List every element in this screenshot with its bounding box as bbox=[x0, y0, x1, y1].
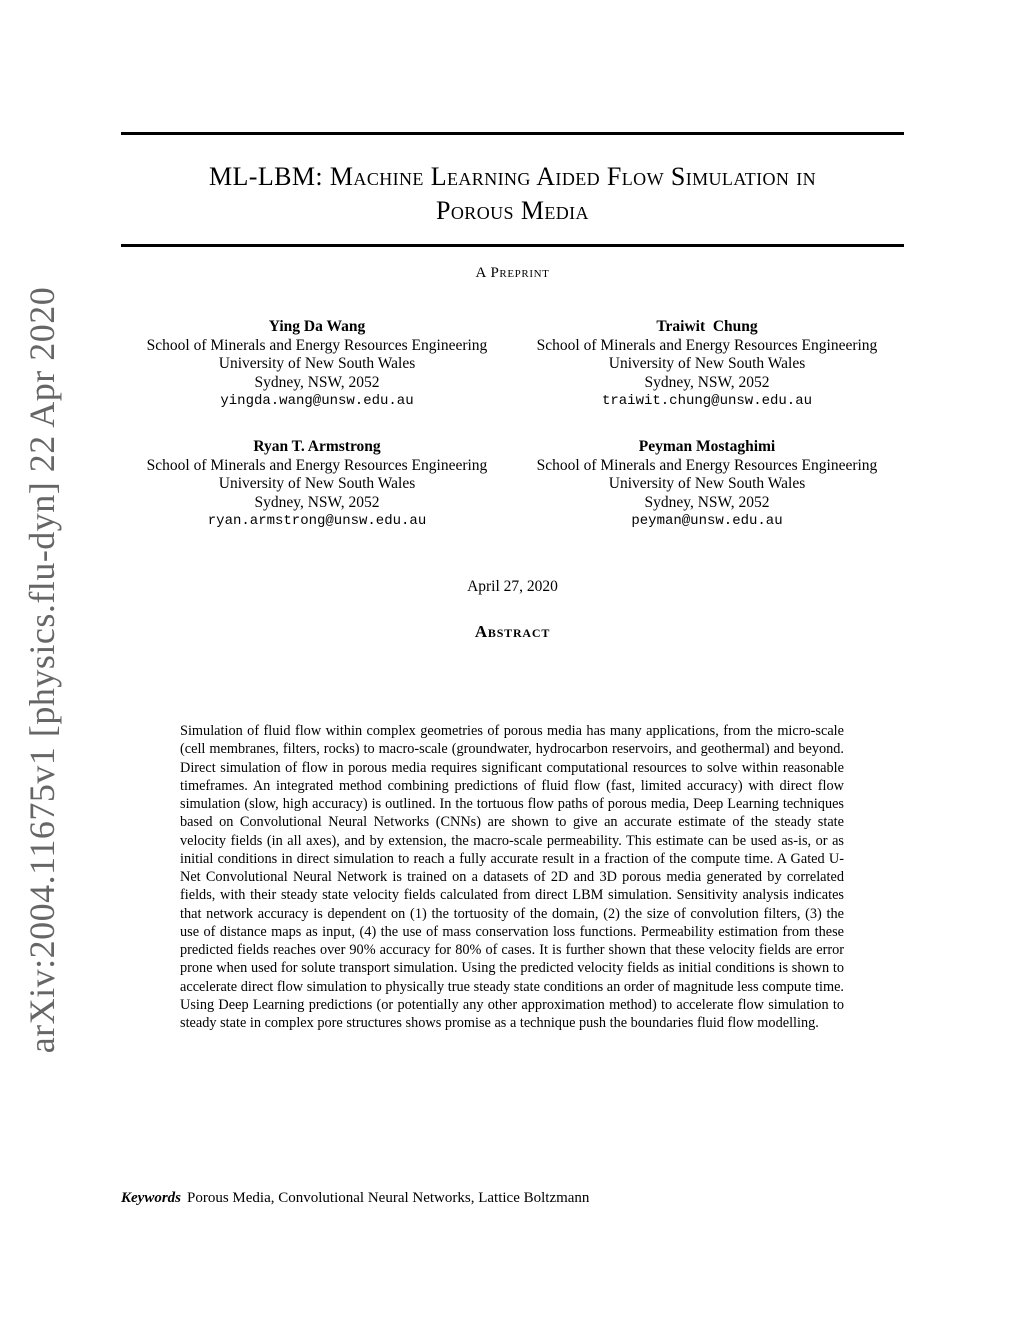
paper-title bbox=[121, 160, 904, 228]
preprint-label: A Preprint bbox=[475, 265, 550, 281]
author-email[interactable]: traiwit.chung@unsw.edu.au bbox=[601, 393, 813, 409]
author-affiliation: School of Minerals and Energy Resources Engineering bbox=[536, 336, 878, 354]
author-block bbox=[127, 318, 507, 411]
author-name: Ying Da Wang bbox=[268, 318, 366, 335]
paper-title-line-2: Porous Media bbox=[436, 196, 589, 225]
author-block bbox=[517, 438, 897, 531]
paper-title-line-1: ML-LBM: Machine Learning Aided Flow Simulation in bbox=[208, 162, 817, 191]
author-university: University of New South Wales bbox=[218, 475, 416, 492]
author-location: Sydney, NSW, 2052 bbox=[644, 373, 770, 391]
keywords-text: Porous Media, Convolutional Neural Networks, Lattice Boltzmann bbox=[187, 1190, 590, 1206]
author-location: Sydney, NSW, 2052 bbox=[254, 373, 380, 391]
author-name: Traiwit Chung bbox=[656, 318, 758, 335]
author-affiliation: School of Minerals and Energy Resources Engineering bbox=[146, 336, 488, 354]
abstract-heading: Abstract bbox=[474, 622, 551, 641]
title-bottom-rule bbox=[121, 244, 904, 247]
keywords-label: Keywords bbox=[121, 1190, 181, 1206]
title-top-rule bbox=[121, 132, 904, 135]
author-name: Ryan T. Armstrong bbox=[253, 438, 381, 455]
author-email[interactable]: ryan.armstrong@unsw.edu.au bbox=[207, 513, 427, 529]
keywords-line bbox=[121, 1190, 904, 1207]
author-university: University of New South Wales bbox=[218, 355, 416, 372]
author-location: Sydney, NSW, 2052 bbox=[254, 493, 380, 511]
author-university: University of New South Wales bbox=[608, 355, 806, 372]
author-location: Sydney, NSW, 2052 bbox=[644, 493, 770, 511]
author-university: University of New South Wales bbox=[608, 475, 806, 492]
author-block bbox=[127, 438, 507, 531]
arxiv-identifier-stamp: arXiv:2004.11675v1 [physics.flu-dyn] 22 Apr 2020 bbox=[22, 286, 62, 1054]
abstract-body: Simulation of fluid flow within complex geometries of porous media has many applications, from the micro-scale (cell membranes, filters, rocks) to macro-scale (groundwater, hydrocarbon reservoirs, and geothermal) and beyond. Direct simulation of flow in porous media requires significant computational resources to solve within reasonable timeframes. An integrated method combining predictions of fluid flow (fast, limited accuracy) with direct flow simulation (slow, high accuracy) is outlined. In the tortuous flow paths of porous media, Deep Learning techniques based on Convolutional Neural Networks (CNNs) are shown to give an accurate estimate of the steady state velocity fields (in all axes), and by extension, the macro-scale permeability. This estimate can be used as-is, or as initial conditions in direct simulation to reach a fully accurate result in a fraction of the compute time. A Gated U-Net Convolutional Neural Network is trained on a datasets of 2D and 3D porous media generated by correlated fields, with their steady state velocity fields calculated from direct LBM simulation. Sensitivity analysis indicates that network accuracy is dependent on (1) the tortuosity of the domain, (2) the size of convolution filters, (3) the use of distance maps as input, (4) the use of mass conservation loss functions. Permeability estimation from these predicted fields reaches over 90% accuracy for 80% of cases. It is further shown that these velocity fields are error prone when used for solute transport simulation. Using the predicted velocity fields as initial conditions is shown to accelerate direct flow simulation to physically true steady state conditions an order of magnitude less compute time. Using Deep Learning predictions (or potentially any other approximation method) to accelerate flow simulation to steady state in complex pore structures shows promise as a technique push the boundaries fluid flow modelling. bbox=[180, 723, 844, 1031]
author-block bbox=[517, 318, 897, 411]
author-name: Peyman Mostaghimi bbox=[638, 438, 776, 455]
author-affiliation: School of Minerals and Energy Resources Engineering bbox=[146, 456, 488, 474]
publication-date: April 27, 2020 bbox=[467, 578, 558, 595]
author-email[interactable]: peyman@unsw.edu.au bbox=[631, 513, 783, 529]
author-email[interactable]: yingda.wang@unsw.edu.au bbox=[220, 393, 414, 409]
author-affiliation: School of Minerals and Energy Resources Engineering bbox=[536, 456, 878, 474]
